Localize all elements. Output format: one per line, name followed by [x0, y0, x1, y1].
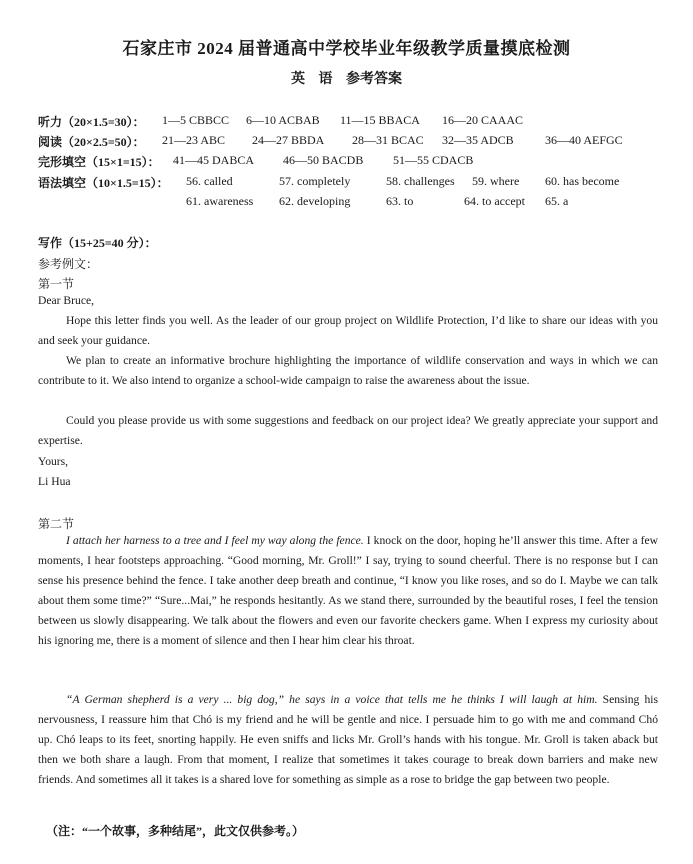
answer-item: 65. a [545, 194, 569, 208]
sample-label: 参考例文： [38, 257, 99, 271]
part2-label: 第二节 [38, 517, 75, 531]
story-body-2: Sensing his nervousness, I reassure him that Chó is my friend and he will be gentle and nice. I persuade him to go with me and command Chó up. Chó leaps to its feet, snorting happily. He even sniffs and licks Mr. Groll’s hands with his tongue. Mr. Groll is taken aback but then we both share a laugh. From that moment, I realize that sometimes it takes courage to break down barriers and make new friends. And sometimes all it takes is a shared love for something as simple as a rose to bridge the gap between two people. [38, 693, 658, 786]
story-body-1: I knock on the door, hoping he’ll answer this time. After a few moments, I hear footsteps approaching. “Good morning, Mr. Groll!” I say, trying to sound cheerful. There is no response but I can sense his presence behind the fence. I take another deep breath and continue, “I know you like roses, and so do I. Maybe we can talk about them some time?” “Sure...Mai,” he responds hesitantly. As we stand there, surrounded by the beautiful roses, I feel the tension between us slowly disappearing. We talk about the flowers and even our favorite checkers game. When I express my curiosity about his ignoring me, there is a moment of silence and then I hear him clear his throat. [38, 534, 658, 647]
answer-group: 51—55 CDACB [393, 153, 474, 167]
answer-group: 36—40 AEFGC [545, 133, 623, 147]
letter-closing: Yours, [38, 455, 69, 468]
page-subtitle: 英 语 参考答案 [291, 72, 402, 87]
answer-group: 11—15 BBACA [340, 113, 420, 127]
reading-label: 阅读（20×2.5=50）： [38, 135, 145, 149]
cloze-answers [38, 153, 160, 170]
page-title: 石家庄市 2024 届普通高中学校毕业年级教学质量摸底检测 [122, 39, 571, 58]
answer-item: 59. where [472, 174, 520, 188]
story-paragraph-2 [38, 690, 658, 790]
answer-item: 57. completely [279, 174, 351, 188]
story-paragraph-1 [38, 531, 658, 651]
footnote: （注：“一个故事，多种结尾”，此文仅供参考。） [46, 824, 305, 838]
story-lead-1: I attach her harness to a tree and I feel my way along the fence. [66, 534, 364, 547]
answer-group: 6—10 ACBAB [246, 113, 320, 127]
letter-paragraph-1: Hope this letter finds you well. As the leader of our group project on Wildlife Protection, I’d like to share our ideas with you and seek your guidance. [38, 314, 658, 347]
letter-paragraph-3: Could you please provide us with some suggestions and feedback on our project idea? We greatly appreciate your support and expertise. [38, 414, 658, 447]
answer-item: 61. awareness [186, 194, 254, 208]
letter-signature: Li Hua [38, 475, 71, 488]
answer-group: 24—27 BBDA [252, 133, 325, 147]
writing-label: 写作（15+25=40 分）： [38, 236, 157, 250]
answer-group: 46—50 BACDB [283, 153, 364, 167]
story-lead-2: “A German shepherd is a very ... big dog,” he says in a voice that tells me he thinks I will laugh at him. [66, 693, 598, 706]
grammar-label: 语法填空（10×1.5=15）： [38, 176, 169, 190]
answer-item: 56. called [186, 174, 233, 188]
cloze-label: 完形填空（15×1=15）： [38, 155, 160, 169]
listening-answers [38, 113, 145, 130]
listening-label: 听力（20×1.5=30）： [38, 115, 145, 129]
answer-item: 58. challenges [386, 174, 455, 188]
answer-group: 41—45 DABCA [173, 153, 255, 167]
letter-paragraph-2: We plan to create an informative brochure highlighting the importance of wildlife conservation and ways in which we can contribute to it. We also intend to organize a school-wide campaign to raise the awareness about the issue. [38, 354, 658, 387]
answer-item: 64. to accept [464, 194, 525, 208]
part1-label: 第一节 [38, 277, 75, 291]
answer-group: 32—35 ADCB [442, 133, 514, 147]
answer-group: 21—23 ABC [162, 133, 226, 147]
answer-item: 60. has become [545, 174, 620, 188]
answer-item: 62. developing [279, 194, 351, 208]
answer-group: 1—5 CBBCC [162, 113, 230, 127]
answer-group: 16—20 CAAAC [442, 113, 524, 127]
grammar-answers [38, 174, 169, 191]
answer-group: 28—31 BCAC [352, 133, 424, 147]
answer-item: 63. to [386, 194, 414, 208]
reading-answers [38, 133, 145, 150]
letter-salutation: Dear Bruce, [38, 294, 95, 307]
